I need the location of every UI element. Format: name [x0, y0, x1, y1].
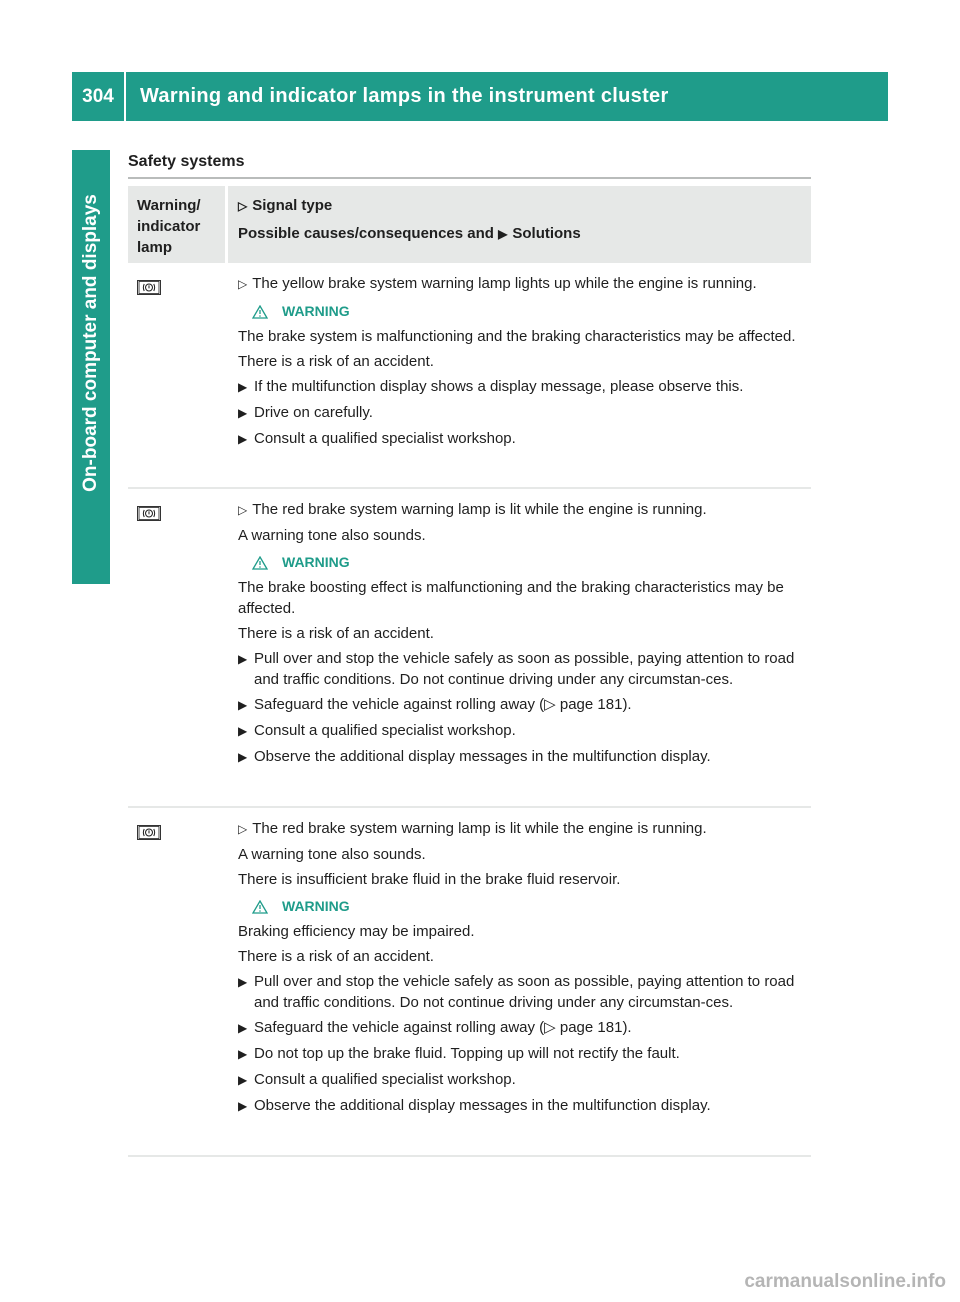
- step-arrow-icon: ▶: [238, 1021, 248, 1035]
- risk-text: There is a risk of an accident.: [238, 625, 434, 642]
- step-item: ▶ Safeguard the vehicle against rolling away (▷ page 181).: [238, 694, 811, 716]
- step-item: ▶ Consult a qualified specialist workshop.: [238, 720, 811, 742]
- warning-triangle-icon: [252, 556, 268, 570]
- step-item: ▶ Consult a qualified specialist workshop.: [238, 428, 811, 450]
- signal-triangle-icon: ▷: [238, 503, 248, 517]
- table-header: [128, 186, 811, 263]
- watermark: carmanualsonline.info: [744, 1271, 946, 1292]
- brake-warning-icon: [137, 506, 161, 521]
- warning-heading: [238, 552, 811, 573]
- warning-heading: [238, 896, 811, 917]
- step-item: ▶ Drive on carefully.: [238, 402, 811, 424]
- step-item: ▶ Safeguard the vehicle against rolling away (▷ page 181).: [238, 1017, 811, 1039]
- extra-text: A warning tone also sounds.: [238, 527, 426, 544]
- warning-text: The brake system is malfunctioning and the braking characteristics may be affected.: [238, 328, 796, 345]
- step-arrow-icon: ▶: [238, 406, 248, 420]
- signal-triangle-icon: ▷: [238, 199, 248, 213]
- lamp-cell: [137, 506, 161, 521]
- section-title: Safety systems: [128, 153, 245, 170]
- row-content: [238, 273, 811, 454]
- step-arrow-icon: ▶: [238, 698, 248, 712]
- warning-label: WARNING: [282, 554, 350, 570]
- extra-text-2: There is insufficient brake fluid in the brake fluid reservoir.: [238, 871, 621, 888]
- signal-column-header: [238, 195, 581, 245]
- warning-text: Braking efficiency may be impaired.: [238, 923, 475, 940]
- step-item: ▶ Do not top up the brake fluid. Topping up will not rectify the fault.: [238, 1043, 811, 1065]
- lamp-column-header: Warning/ indicator lamp: [137, 197, 201, 256]
- lamp-cell: [137, 280, 161, 295]
- step-arrow-icon: ▶: [238, 432, 248, 446]
- side-tab-label-wrap: [72, 150, 110, 535]
- step-arrow-icon: ▶: [238, 975, 248, 989]
- warning-label: WARNING: [282, 303, 350, 319]
- warning-label: WARNING: [282, 898, 350, 914]
- row-divider: [128, 806, 811, 808]
- signal-triangle-icon: ▷: [238, 822, 248, 836]
- signal-text: The red brake system warning lamp is lit while the engine is running.: [252, 501, 707, 518]
- lamp-cell: [137, 825, 161, 840]
- step-arrow-icon: ▶: [238, 1073, 248, 1087]
- solutions-label: Solutions: [512, 225, 581, 242]
- causes-label: Possible causes/consequences and: [238, 225, 494, 242]
- step-arrow-icon: ▶: [238, 750, 248, 764]
- page-title: Warning and indicator lamps in the instrument cluster: [140, 85, 669, 107]
- step-item: ▶ Pull over and stop the vehicle safely as soon as possible, paying attention to road and traffic conditions. Do not continue driving under any circumstan-ces.: [238, 650, 795, 688]
- step-item: ▶ Pull over and stop the vehicle safely as soon as possible, paying attention to road and traffic conditions. Do not continue driving under any circumstan-ces.: [238, 973, 795, 1011]
- header-bar: [72, 72, 888, 121]
- signal-text: The yellow brake system warning lamp lights up while the engine is running.: [252, 275, 757, 292]
- step-arrow-icon: ▶: [238, 1099, 248, 1113]
- table-bottom-rule: [128, 1155, 811, 1157]
- warning-triangle-icon: [252, 900, 268, 914]
- warning-text: The brake boosting effect is malfunctioning and the braking characteristics may be affected.: [238, 579, 784, 617]
- warning-heading: [238, 301, 811, 322]
- section-rule: [128, 177, 811, 179]
- solution-arrow-icon: ▶: [498, 227, 508, 241]
- brake-warning-icon: [137, 280, 161, 295]
- step-item: ▶ Consult a qualified specialist workshop.: [238, 1069, 811, 1091]
- row-content: [238, 818, 811, 1121]
- step-arrow-icon: ▶: [238, 380, 248, 394]
- column-divider: [225, 186, 228, 263]
- signal-triangle-icon: ▷: [238, 277, 248, 291]
- step-arrow-icon: ▶: [238, 724, 248, 738]
- extra-text: A warning tone also sounds.: [238, 846, 426, 863]
- row-content: [238, 499, 811, 772]
- step-arrow-icon: ▶: [238, 652, 248, 666]
- risk-text: There is a risk of an accident.: [238, 353, 434, 370]
- step-arrow-icon: ▶: [238, 1047, 248, 1061]
- side-tab-label: On-board computer and displays: [80, 193, 101, 492]
- risk-text: There is a risk of an accident.: [238, 948, 434, 965]
- signal-text: The red brake system warning lamp is lit while the engine is running.: [252, 820, 707, 837]
- step-item: ▶ If the multifunction display shows a display message, please observe this.: [238, 376, 811, 398]
- page-number: 304: [82, 85, 114, 107]
- row-divider: [128, 487, 811, 489]
- step-item: ▶ Observe the additional display messages in the multifunction display.: [238, 746, 811, 768]
- warning-triangle-icon: [252, 305, 268, 319]
- brake-warning-icon: [137, 825, 161, 840]
- signal-type-label: Signal type: [252, 197, 333, 214]
- step-item: ▶ Observe the additional display messages in the multifunction display.: [238, 1095, 811, 1117]
